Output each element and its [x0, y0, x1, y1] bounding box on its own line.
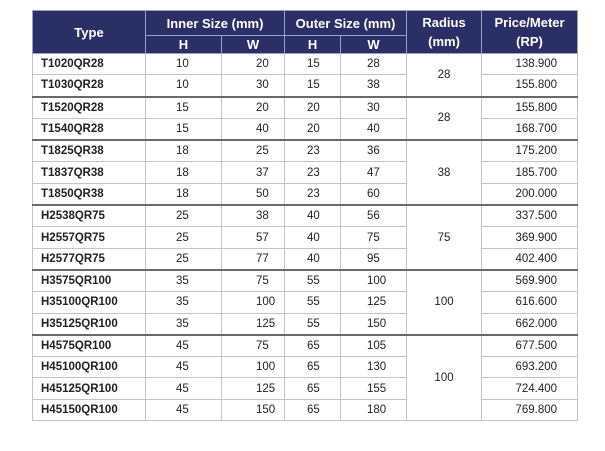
price-cell: 175.200	[482, 140, 578, 162]
outer-h-cell: 20	[285, 97, 341, 119]
price-cell: 155.800	[482, 97, 578, 119]
type-cell: T1030QR28	[33, 75, 146, 97]
table-row	[33, 162, 578, 183]
price-cell: 168.700	[482, 118, 578, 140]
inner-w-cell: 37	[222, 162, 285, 183]
type-cell: H3575QR100	[33, 270, 146, 292]
price-cell: 200.000	[482, 183, 578, 205]
type-cell: H45150QR100	[33, 399, 146, 420]
outer-w-cell: 100	[341, 270, 407, 292]
inner-w-cell: 25	[222, 140, 285, 162]
outer-h-cell: 23	[285, 183, 341, 205]
header-type: Type	[33, 11, 146, 54]
header-radius	[407, 11, 482, 54]
outer-w-cell: 105	[341, 335, 407, 357]
outer-h-cell: 65	[285, 399, 341, 420]
outer-w-cell: 56	[341, 205, 407, 227]
header-outer-w: W	[341, 36, 407, 54]
inner-w-cell: 20	[222, 54, 285, 75]
outer-w-cell: 60	[341, 183, 407, 205]
header-radius-line2: (mm)	[428, 34, 460, 49]
inner-h-cell: 45	[146, 357, 222, 378]
price-cell: 769.800	[482, 399, 578, 420]
type-cell: H45100QR100	[33, 357, 146, 378]
outer-w-cell: 30	[341, 97, 407, 119]
radius-cell: 100	[407, 270, 482, 335]
inner-h-cell: 18	[146, 140, 222, 162]
inner-w-cell: 150	[222, 399, 285, 420]
table-row	[33, 183, 578, 205]
outer-h-cell: 65	[285, 335, 341, 357]
outer-h-cell: 23	[285, 140, 341, 162]
outer-h-cell: 55	[285, 313, 341, 335]
type-cell: H2557QR75	[33, 227, 146, 248]
type-cell: H35100QR100	[33, 292, 146, 313]
inner-h-cell: 25	[146, 205, 222, 227]
table-row	[33, 248, 578, 270]
inner-w-cell: 125	[222, 378, 285, 399]
outer-w-cell: 95	[341, 248, 407, 270]
header-radius-line1: Radius	[422, 15, 466, 30]
outer-h-cell: 55	[285, 292, 341, 313]
inner-w-cell: 77	[222, 248, 285, 270]
radius-cell: 38	[407, 140, 482, 205]
outer-w-cell: 75	[341, 227, 407, 248]
price-cell: 693.200	[482, 357, 578, 378]
type-cell: H2538QR75	[33, 205, 146, 227]
inner-w-cell: 50	[222, 183, 285, 205]
outer-h-cell: 65	[285, 378, 341, 399]
outer-h-cell: 15	[285, 54, 341, 75]
inner-w-cell: 100	[222, 292, 285, 313]
outer-w-cell: 130	[341, 357, 407, 378]
price-cell: 138.900	[482, 54, 578, 75]
table-row	[33, 357, 578, 378]
type-cell: T1825QR38	[33, 140, 146, 162]
header-outer-h: H	[285, 36, 341, 54]
inner-h-cell: 45	[146, 335, 222, 357]
outer-h-cell: 15	[285, 75, 341, 97]
inner-w-cell: 75	[222, 335, 285, 357]
header-price-line1: Price/Meter	[494, 15, 565, 30]
price-cell: 662.000	[482, 313, 578, 335]
inner-h-cell: 35	[146, 292, 222, 313]
type-cell: H45125QR100	[33, 378, 146, 399]
type-cell: T1837QR38	[33, 162, 146, 183]
table-row	[33, 118, 578, 140]
inner-h-cell: 15	[146, 118, 222, 140]
table-row	[33, 292, 578, 313]
table-row	[33, 227, 578, 248]
radius-cell: 75	[407, 205, 482, 270]
outer-w-cell: 150	[341, 313, 407, 335]
price-cell: 402.400	[482, 248, 578, 270]
radius-cell: 28	[407, 54, 482, 97]
inner-h-cell: 25	[146, 227, 222, 248]
radius-cell: 28	[407, 97, 482, 141]
inner-h-cell: 18	[146, 183, 222, 205]
table-row	[33, 399, 578, 420]
outer-h-cell: 65	[285, 357, 341, 378]
outer-w-cell: 180	[341, 399, 407, 420]
outer-w-cell: 47	[341, 162, 407, 183]
radius-cell: 100	[407, 335, 482, 421]
outer-h-cell: 40	[285, 227, 341, 248]
header-price-line2: (RP)	[516, 34, 543, 49]
inner-h-cell: 45	[146, 399, 222, 420]
inner-w-cell: 75	[222, 270, 285, 292]
table-row	[33, 97, 578, 119]
outer-w-cell: 125	[341, 292, 407, 313]
table-row	[33, 335, 578, 357]
header-inner-w: W	[222, 36, 285, 54]
price-cell: 155.800	[482, 75, 578, 97]
inner-h-cell: 35	[146, 270, 222, 292]
table-row	[33, 205, 578, 227]
outer-h-cell: 20	[285, 118, 341, 140]
type-cell: T1540QR28	[33, 118, 146, 140]
price-cell: 185.700	[482, 162, 578, 183]
price-cell: 569.900	[482, 270, 578, 292]
header-outer-size: Outer Size (mm)	[285, 11, 407, 36]
inner-w-cell: 30	[222, 75, 285, 97]
type-cell: T1020QR28	[33, 54, 146, 75]
table-row	[33, 54, 578, 75]
outer-w-cell: 36	[341, 140, 407, 162]
inner-w-cell: 38	[222, 205, 285, 227]
table-row	[33, 75, 578, 97]
inner-w-cell: 20	[222, 97, 285, 119]
outer-w-cell: 40	[341, 118, 407, 140]
header-inner-size: Inner Size (mm)	[146, 11, 285, 36]
price-cell: 724.400	[482, 378, 578, 399]
inner-h-cell: 15	[146, 97, 222, 119]
outer-h-cell: 40	[285, 205, 341, 227]
price-cell: 369.900	[482, 227, 578, 248]
inner-h-cell: 45	[146, 378, 222, 399]
table-row	[33, 270, 578, 292]
header-inner-h: H	[146, 36, 222, 54]
outer-h-cell: 55	[285, 270, 341, 292]
outer-w-cell: 155	[341, 378, 407, 399]
table-row	[33, 378, 578, 399]
price-cell: 337.500	[482, 205, 578, 227]
price-cell: 677.500	[482, 335, 578, 357]
inner-w-cell: 100	[222, 357, 285, 378]
price-cell: 616.600	[482, 292, 578, 313]
type-cell: T1520QR28	[33, 97, 146, 119]
table-row	[33, 313, 578, 335]
inner-h-cell: 35	[146, 313, 222, 335]
inner-w-cell: 57	[222, 227, 285, 248]
inner-w-cell: 40	[222, 118, 285, 140]
outer-w-cell: 38	[341, 75, 407, 97]
inner-h-cell: 25	[146, 248, 222, 270]
type-cell: T1850QR38	[33, 183, 146, 205]
header-price	[482, 11, 578, 54]
inner-h-cell: 18	[146, 162, 222, 183]
outer-w-cell: 28	[341, 54, 407, 75]
inner-w-cell: 125	[222, 313, 285, 335]
inner-h-cell: 10	[146, 75, 222, 97]
type-cell: H35125QR100	[33, 313, 146, 335]
type-cell: H2577QR75	[33, 248, 146, 270]
type-cell: H4575QR100	[33, 335, 146, 357]
spec-table	[32, 10, 578, 421]
outer-h-cell: 40	[285, 248, 341, 270]
inner-h-cell: 10	[146, 54, 222, 75]
outer-h-cell: 23	[285, 162, 341, 183]
table-row	[33, 140, 578, 162]
